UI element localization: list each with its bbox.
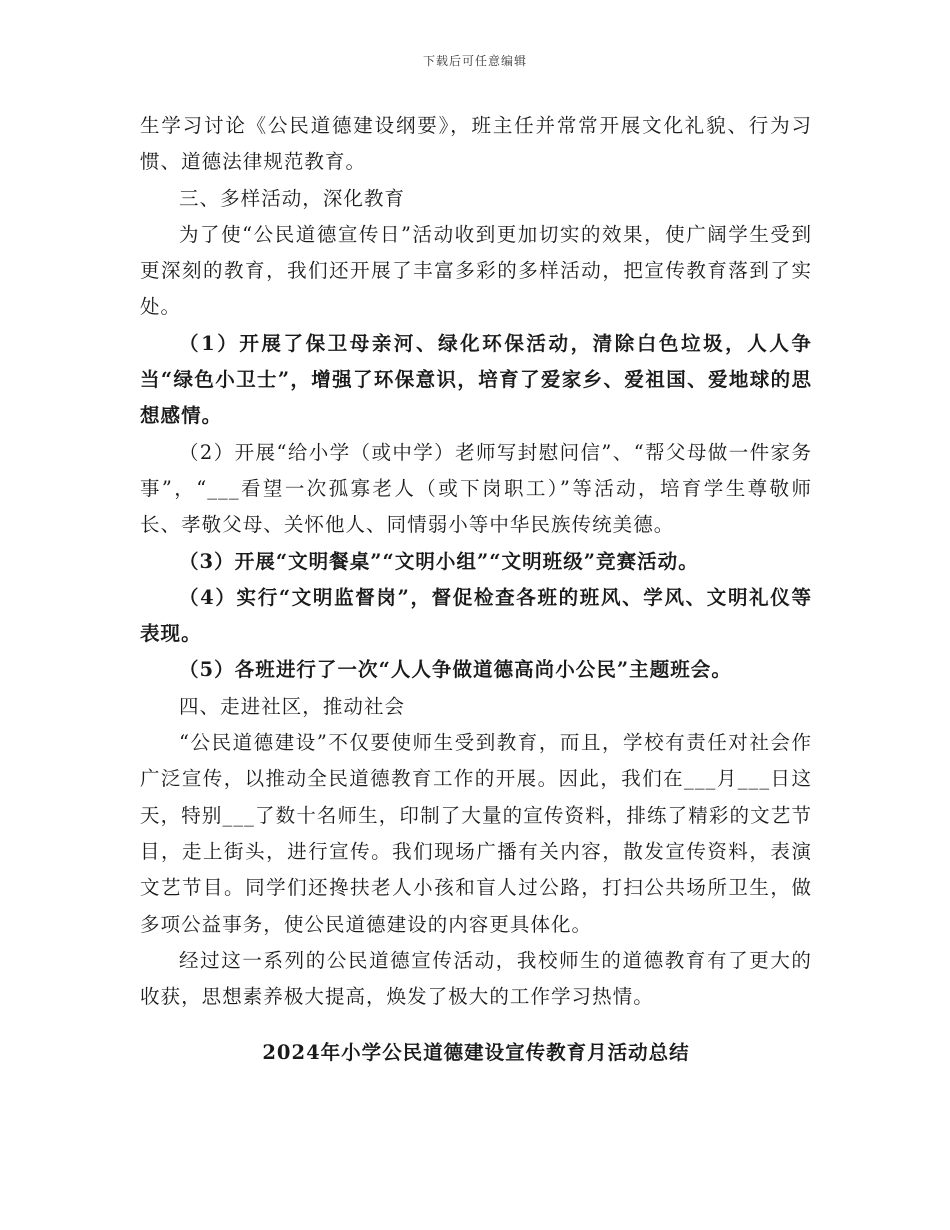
list-item-3: （3）开展“文明餐桌”“文明小组”“文明班级”竞赛活动。 bbox=[179, 549, 699, 573]
page-header: 下载后可任意编辑 bbox=[422, 54, 527, 68]
list-item-4: （4）实行“文明监督岗”，督促检查各班的班风、学风、文明礼仪等表现。 bbox=[140, 585, 812, 646]
section-heading-3: 三、多样活动，深化教育 bbox=[179, 186, 406, 210]
section-heading-4: 四、走进社区，推动社会 bbox=[179, 694, 406, 718]
list-item-1: （1）开展了保卫母亲河、绿化环保活动，清除白色垃圾，人人争当“绿色小卫士”，增强了环保意识，培育了爱家乡、爱祖国、爱地球的思想感情。 bbox=[140, 331, 812, 428]
paragraph-community: “公民道德建设”不仅要使师生受到教育，而且，学校有责任对社会作广泛宣传，以推动全民道德教育工作的开展。因此，我们在___月___日这天，特别___了数十名师生，印制了大量的宣传资料，排练了精彩的文艺节目，走上街头，进行宣传。我们现场广播有关内容，散发宣传资料，表演文艺节目。同学们还搀扶老人小孩和盲人过公路，打扫公共场所卫生，做多项公益事务，使公民道德建设的内容更具体化。 bbox=[140, 731, 812, 936]
document-body bbox=[140, 108, 812, 1065]
list-item-5: （5）各班进行了一次“人人争做道德高尚小公民”主题班会。 bbox=[179, 658, 732, 682]
list-item-2: （2）开展“给小学（或中学）老师写封慰问信”、“帮父母做一件家务事”，“___看望一次孤寡老人（或下岗职工）”等活动，培育学生尊敬师长、孝敬父母、关怀他人、同情弱小等中华民族传统美德。 bbox=[140, 440, 812, 537]
paragraph-continuation: 生学习讨论《公民道德建设纲要》，班主任并常常开展文化礼貌、行为习惯、道德法律规范教育。 bbox=[140, 114, 812, 174]
document-title: 2024年小学公民道德建设宣传教育月活动总结 bbox=[262, 1041, 690, 1065]
paragraph-conclusion: 经过这一系列的公民道德宣传活动，我校师生的道德教育有了更大的收获，思想素养极大提高，焕发了极大的工作学习热情。 bbox=[140, 948, 812, 1009]
paragraph-activities-intro: 为了使“公民道德宣传日”活动收到更加切实的效果，使广阔学生受到更深刻的教育，我们还开展了丰富多彩的多样活动，把宣传教育落到了实处。 bbox=[140, 222, 812, 319]
